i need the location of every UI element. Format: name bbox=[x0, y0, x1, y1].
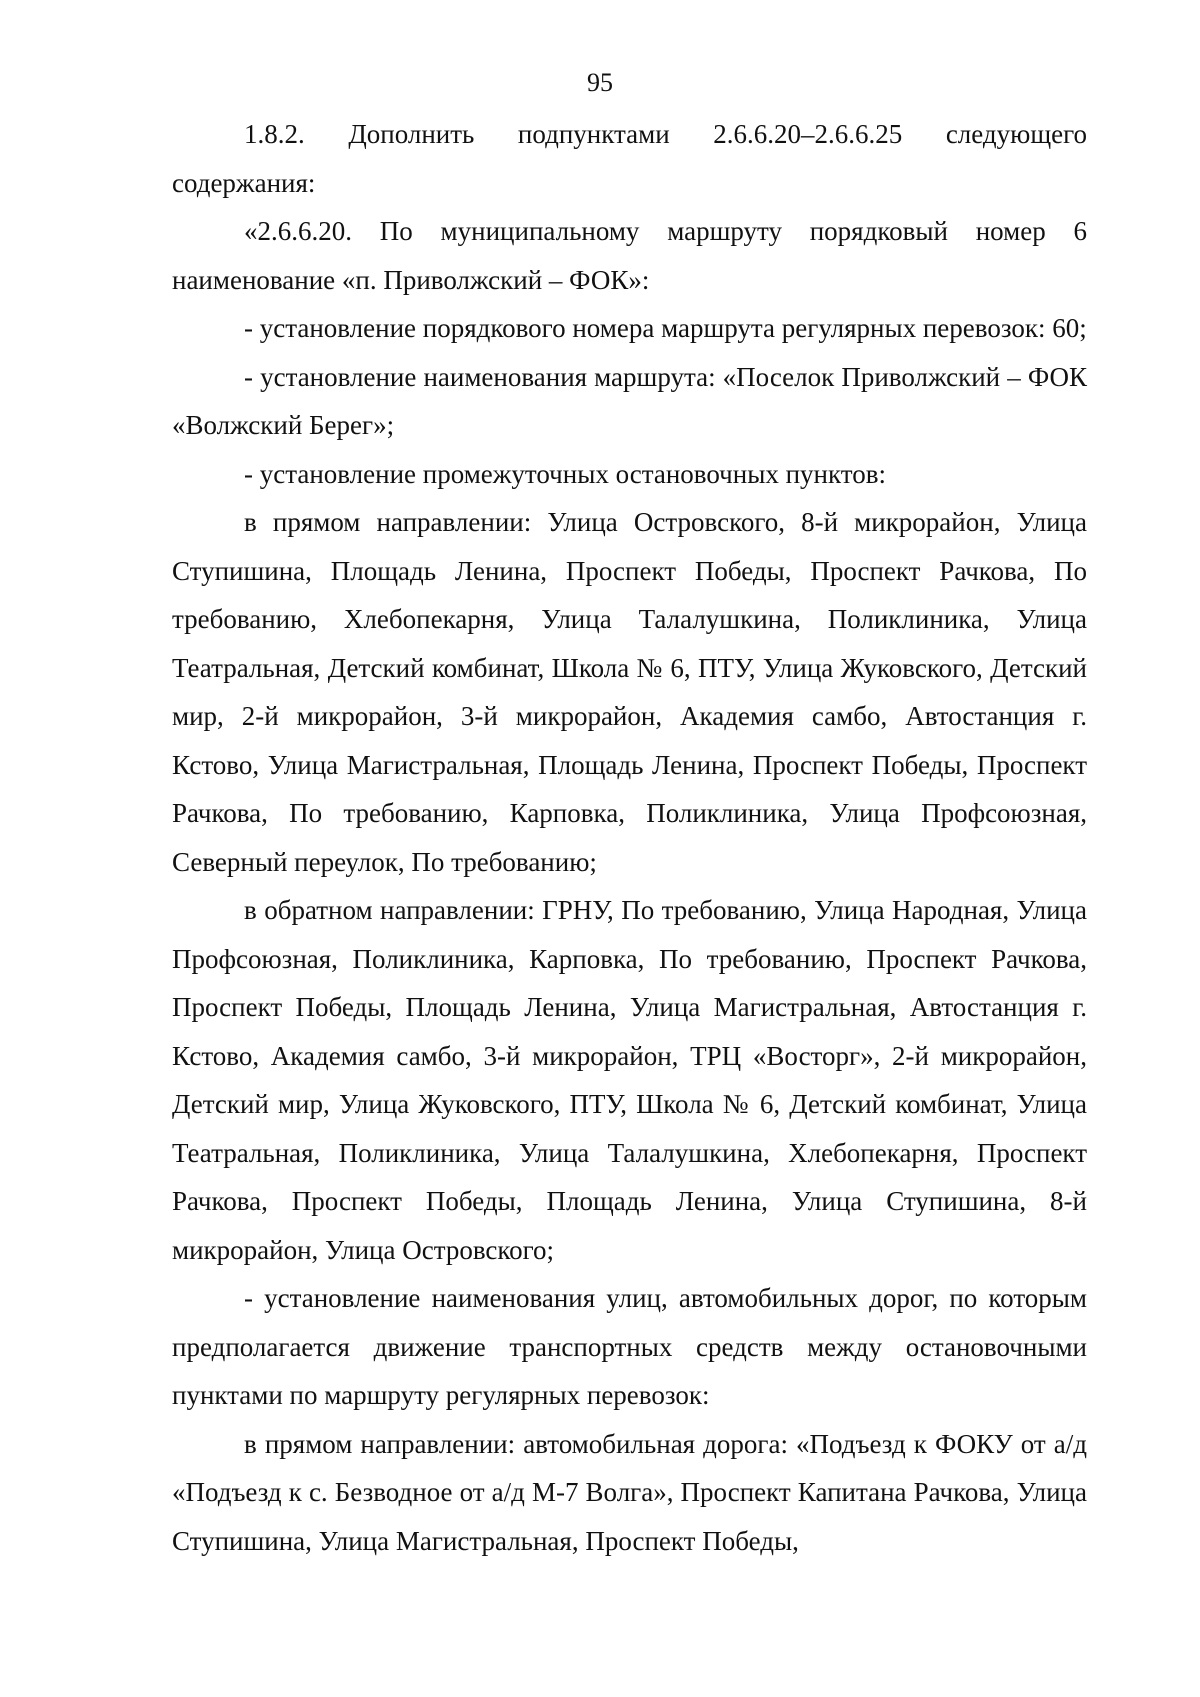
paragraph-route-number: - установление порядкового номера маршрута регулярных перевозок: 60; bbox=[244, 313, 1087, 343]
paragraph-streets-heading: - установление наименования улиц, автомобильных дорог, по которым предполагается движение транспортных средств между остановочными пунктами по маршруту регулярных перевозок: bbox=[172, 1283, 1087, 1410]
page-number: 95 bbox=[587, 68, 613, 97]
document-body bbox=[172, 110, 1087, 1565]
paragraph-stops-forward: в прямом направлении: Улица Островского, 8-й микрорайон, Улица Ступишина, Площадь Ленина, Проспект Победы, Проспект Рачкова, По требованию, Хлебопекарня, Улица Талалушкина, Поликлиника, Улица Театральная, Детский комбинат, Школа № 6, ПТУ, Улица Жуковского, Детский мир, 2-й микрорайон, 3-й микрорайон, Академия самбо, Автостанция г. Кстово, Улица Магистральная, Площадь Ленина, Проспект Победы, Проспект Рачкова, По требованию, Карповка, Поликлиника, Улица Профсоюзная, Северный переулок, По требованию; bbox=[172, 507, 1087, 877]
paragraph-streets-forward: в прямом направлении: автомобильная дорога: «Подъезд к ФОКУ от а/д «Подъезд к с. Безводное от а/д М-7 Волга», Проспект Капитана Рачкова, Улица Ступишина, Улица Магистральная, Проспект Победы, bbox=[172, 1428, 1087, 1556]
paragraph-stops-reverse: в обратном направлении: ГРНУ, По требованию, Улица Народная, Улица Профсоюзная, Поликлиника, Карповка, По требованию, Проспект Рачкова, Проспект Победы, Площадь Ленина, Улица Магистральная, Автостанция г. Кстово, Академия самбо, 3-й микрорайон, ТРЦ «Восторг», 2-й микрорайон, Детский мир, Улица Жуковского, ПТУ, Школа № 6, Детский комбинат, Улица Театральная, Поликлиника, Улица Талалушкина, Хлебопекарня, Проспект Рачкова, Проспект Победы, Площадь Ленина, Улица Ступишина, 8-й микрорайон, Улица Островского; bbox=[172, 895, 1087, 1265]
paragraph-item-1-8-2: 1.8.2. Дополнить подпунктами 2.6.6.20–2.6.6.25 следующего содержания: bbox=[172, 119, 1087, 198]
paragraph-route-name: - установление наименования маршрута: «Поселок Приволжский – ФОК «Волжский Берег»; bbox=[172, 361, 1087, 440]
paragraph-route-intro: «2.6.6.20. По муниципальному маршруту порядковый номер 6 наименование «п. Приволжский – ФОК»: bbox=[172, 216, 1087, 295]
paragraph-stops-heading: - установление промежуточных остановочных пунктов: bbox=[244, 458, 886, 489]
